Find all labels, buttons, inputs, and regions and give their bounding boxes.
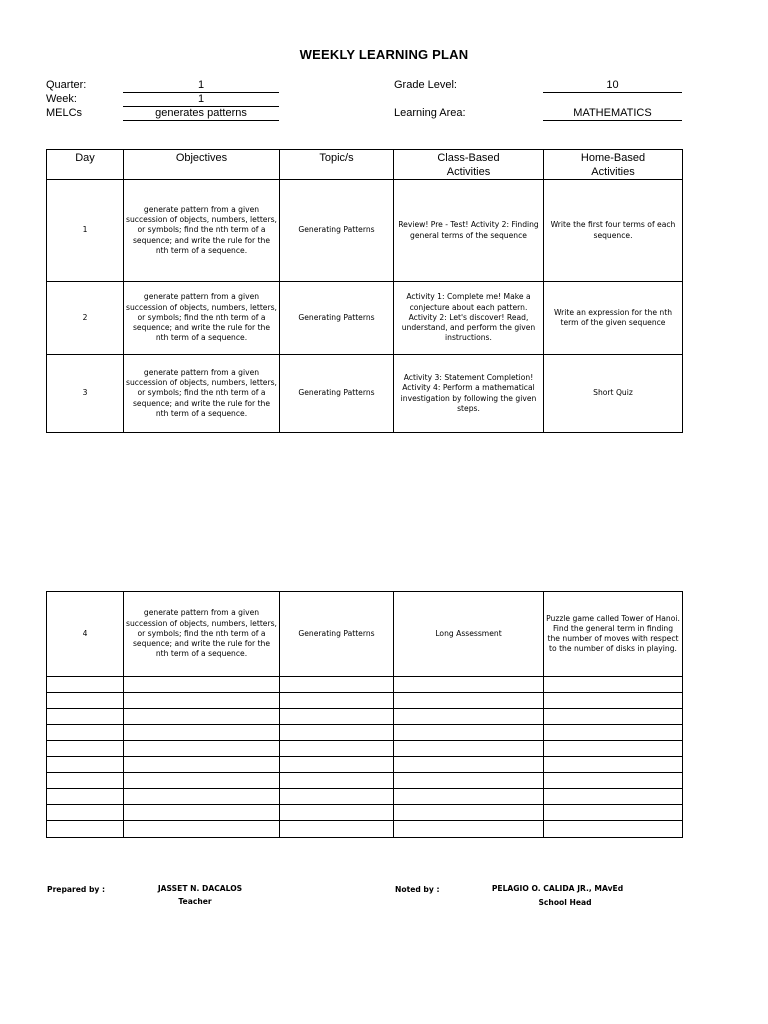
class-based-cell: Long Assessment [394, 592, 544, 677]
prepared-by-name: JASSET N. DACALOS [157, 884, 243, 893]
objectives-cell: generate pattern from a given succession of objects, numbers, letters, or symbols; find the nth term of a sequence; and write the rule for the nth term of a sequence. [124, 282, 280, 355]
noted-by-label: Noted by : [395, 885, 440, 894]
empty-row [47, 677, 683, 693]
noted-by-name: PELAGIO O. CALIDA JR., MAvEd [491, 884, 624, 893]
table-header-row [47, 150, 683, 180]
learning-plan-table-continued [46, 591, 683, 838]
table-row [47, 355, 683, 433]
quarter-value: 1 [123, 79, 279, 93]
prepared-by-title: Teacher [178, 897, 212, 906]
day-cell: 2 [47, 282, 124, 355]
table-row [47, 282, 683, 355]
empty-row [47, 741, 683, 757]
empty-row [47, 693, 683, 709]
home-based-cell: Puzzle game called Tower of Hanoi. Find the general term in finding the number of moves with respect to the number of disks in playing. [544, 592, 683, 677]
prepared-by-label: Prepared by : [47, 885, 106, 894]
topic-cell: Generating Patterns [280, 355, 394, 433]
empty-row [47, 773, 683, 789]
day-cell: 4 [47, 592, 124, 677]
home-based-cell: Write the first four terms of each sequence. [544, 180, 683, 282]
column-header-day: Day [47, 150, 124, 180]
day-cell: 1 [47, 180, 124, 282]
day-cell: 3 [47, 355, 124, 433]
empty-row [47, 805, 683, 821]
empty-row [47, 757, 683, 773]
class-based-cell: Review! Pre - Test! Activity 2: Finding general terms of the sequence [394, 180, 544, 282]
topic-cell: Generating Patterns [280, 180, 394, 282]
home-based-cell: Short Quiz [544, 355, 683, 433]
grade-level-value: 10 [543, 79, 682, 93]
table-row [47, 180, 683, 282]
topic-cell: Generating Patterns [280, 282, 394, 355]
topic-cell: Generating Patterns [280, 592, 394, 677]
class-based-cell: Activity 3: Statement Completion! Activity 4: Perform a mathematical investigation by following the given steps. [394, 355, 544, 433]
week-label: Week: [46, 93, 77, 105]
column-header-class-based: Class-Based Activities [394, 150, 544, 180]
learning-area-value: MATHEMATICS [543, 107, 682, 121]
table-row [47, 592, 683, 677]
week-value: 1 [123, 93, 279, 107]
learning-plan-table [46, 149, 683, 433]
home-based-cell: Write an expression for the nth term of the given sequence [544, 282, 683, 355]
column-header-topics: Topic/s [280, 150, 394, 180]
empty-row [47, 821, 683, 838]
noted-by-title: School Head [538, 898, 592, 907]
objectives-cell: generate pattern from a given succession of objects, numbers, letters, or symbols; find the nth term of a sequence; and write the rule for the nth term of a sequence. [124, 180, 280, 282]
column-header-home-based: Home-Based Activities [544, 150, 683, 180]
melcs-label: MELCs [46, 107, 83, 119]
objectives-cell: generate pattern from a given succession of objects, numbers, letters, or symbols; find the nth term of a sequence; and write the rule for the nth term of a sequence. [124, 592, 280, 677]
class-based-cell: Activity 1: Complete me! Make a conjecture about each pattern. Activity 2: Let's discover! Read, understand, and perform the given instructions. [394, 282, 544, 355]
learning-area-label: Learning Area: [394, 107, 466, 119]
grade-level-label: Grade Level: [394, 79, 457, 91]
document-title: WEEKLY LEARNING PLAN [299, 47, 469, 62]
empty-row [47, 725, 683, 741]
quarter-label: Quarter: [46, 79, 87, 91]
melcs-value: generates patterns [123, 107, 279, 121]
column-header-objectives: Objectives [124, 150, 280, 180]
empty-row [47, 789, 683, 805]
empty-row [47, 709, 683, 725]
objectives-cell: generate pattern from a given succession of objects, numbers, letters, or symbols; find the nth term of a sequence; and write the rule for the nth term of a sequence. [124, 355, 280, 433]
